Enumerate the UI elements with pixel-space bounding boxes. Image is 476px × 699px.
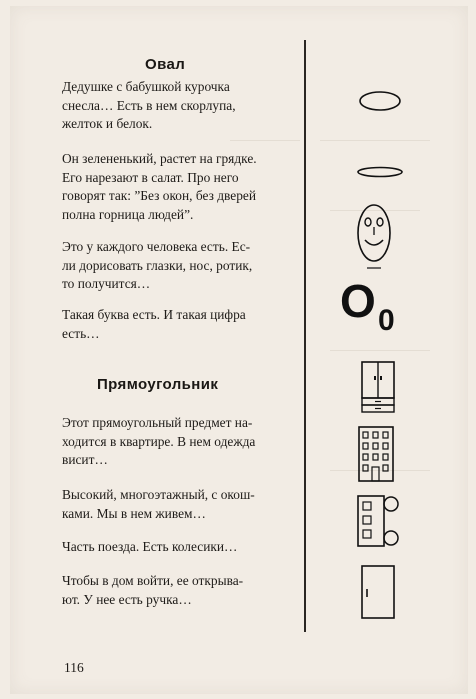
text-line: Чтобы в дом войти, ее открыва- bbox=[62, 573, 244, 588]
text-line: говорят так: ”Без окон, без дверей bbox=[62, 188, 257, 204]
smiley-face-icon bbox=[352, 200, 396, 272]
text-line: снесла… Есть в нем скорлупа, bbox=[62, 97, 236, 113]
text-line: Такая буква есть. И такая цифра bbox=[62, 307, 246, 322]
text-line: ками. Мы в нем живем… bbox=[62, 505, 206, 521]
text-line: висит… bbox=[62, 452, 108, 468]
page-number: 116 bbox=[64, 660, 84, 675]
text-line: Он зелененький, растет на грядке. bbox=[62, 151, 257, 166]
text-line: Это у каждого человека есть. Ес- bbox=[62, 239, 251, 254]
text-line: желток и белок. bbox=[62, 116, 153, 132]
riddle-oval-2 bbox=[62, 150, 290, 224]
text-line: Дедушке с бабушкой курочка bbox=[62, 79, 230, 94]
riddle-rect-2 bbox=[62, 486, 290, 523]
text-line: Этот прямоугольный предмет на- bbox=[62, 415, 253, 430]
column-divider bbox=[304, 40, 306, 632]
text-line: полна горница людей”. bbox=[62, 206, 194, 222]
digit-zero: 0 bbox=[378, 304, 395, 337]
section-title-oval: Овал bbox=[145, 56, 186, 73]
door-icon bbox=[358, 562, 398, 622]
text-line: Высокий, многоэтажный, с окош- bbox=[62, 487, 255, 502]
cucumber-oval-icon bbox=[352, 163, 408, 181]
text-line: ходится в квартире. В нем одежда bbox=[62, 433, 256, 449]
riddle-rect-3 bbox=[62, 538, 290, 557]
apartment-building-icon bbox=[356, 424, 396, 484]
riddle-oval-4 bbox=[62, 306, 290, 343]
riddle-rect-4 bbox=[62, 572, 290, 609]
text-line: то получится… bbox=[62, 276, 151, 292]
riddle-oval-1 bbox=[62, 78, 290, 134]
text-line: ют. У нее есть ручка… bbox=[62, 591, 192, 607]
bleed-through-line bbox=[320, 140, 430, 141]
egg-oval-icon bbox=[355, 88, 405, 114]
section-title-rectangle: Прямоугольник bbox=[97, 376, 219, 393]
riddle-oval-3 bbox=[62, 238, 290, 294]
bleed-through-line bbox=[230, 140, 300, 141]
letter-o: O bbox=[340, 275, 376, 327]
text-line: Часть поезда. Есть колесики… bbox=[62, 539, 238, 554]
riddle-rect-1 bbox=[62, 414, 290, 470]
text-line: Его нарезают в салат. Про него bbox=[62, 169, 239, 185]
wardrobe-icon bbox=[358, 358, 398, 416]
bleed-through-line bbox=[330, 350, 430, 351]
train-carriage-icon bbox=[354, 492, 402, 554]
text-line: ли дорисовать глазки, нос, ротик, bbox=[62, 257, 253, 273]
text-line: есть… bbox=[62, 325, 100, 341]
